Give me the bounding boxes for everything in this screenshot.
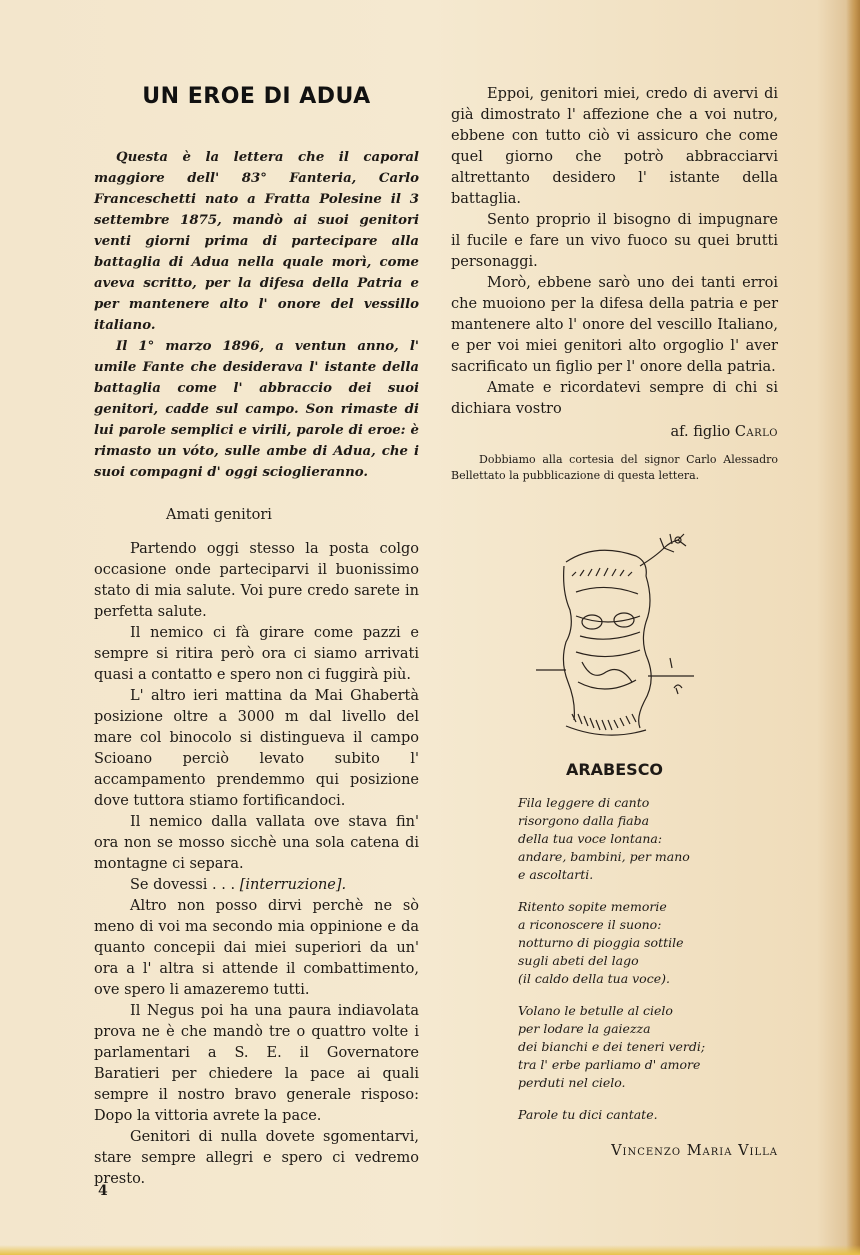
poem-line: tra l' erbe parliamo d' amore — [518, 1057, 701, 1072]
letter-paragraph: Partendo oggi stesso la posta colgo occasione onde parteciparvi il buonissimo stato di mia salute. Voi pure credo sarete in perfetta salute. — [94, 541, 419, 620]
interruption-prefix: Se dovessi . . . — [130, 877, 236, 893]
poem-stanza — [518, 794, 773, 884]
poem-line: a riconoscere il suono: — [518, 917, 662, 932]
letter-paragraph: Morò, ebbene sarò uno dei tanti erroi che muoiono per la difesa della patria e per mantenere alto l' onore del vescillo Italiano, e per voi miei genitori alto orgoglio l' aver sacrificato un figlio per l' onore della patria. — [451, 275, 778, 375]
left-column — [94, 84, 419, 1190]
poem-line: sugli abeti del lago — [518, 953, 639, 968]
letter-paragraph-interruption — [94, 875, 419, 896]
poem-line: risorgono dalla fiaba — [518, 813, 650, 828]
letter-salutation: Amati genitori — [166, 507, 272, 523]
letter-paragraph: L' altro ieri mattina da Mai Ghabertà posizione oltre a 3000 m dal livello del mare col binocolo si distingueva il campo Scioano perciò levato subito l' accampamento prendemmo qui posizione dove tuttora stiamo fortificandoci. — [94, 688, 419, 809]
letter-paragraph: Genitori di nulla dovete sgomentarvi, stare sempre allegri e spero ci vedremo presto. — [94, 1129, 419, 1187]
poem-line: (il caldo della tua voce). — [518, 971, 670, 986]
poem-author: Vincenzo Maria Villa — [611, 1143, 778, 1159]
poem-line: Ritento sopite memorie — [518, 899, 667, 914]
right-column — [451, 84, 778, 484]
publication-note: Dobbiamo alla cortesia del signor Carlo Alessadro Bellettato la pubblicazione di questa lettera. — [451, 453, 778, 482]
article-intro — [94, 147, 419, 483]
poem-line: perduti nel cielo. — [518, 1075, 626, 1090]
arabesque-drawing — [536, 532, 694, 744]
poem-line: della tua voce lontana: — [518, 831, 663, 846]
intro-paragraph: Il 1° marzo 1896, a ventun anno, l' umile Fante che desiderava l' istante della battaglia come l' abbraccio dei suoi genitori, cadde sul campo. Son rimaste di lui parole semplici e virili, parole di eroe: è rimasto un vóto, sulle ambe di Adua, che i suoi compagni d' oggi scioglieranno. — [94, 339, 419, 480]
poem-stanza — [518, 898, 773, 988]
poem-body — [518, 794, 773, 1124]
signature-prefix: af. figlio — [670, 424, 731, 440]
letter-paragraph: Altro non posso dirvi perchè ne sò meno di voi ma secondo mia oppinione e da quanto concepii dai miei superiori da un' ora a l' altra si attende il combattimento, ove spero li amazeremo tutti. — [94, 898, 419, 998]
letter-paragraph: Il Negus poi ha una paura indiavolata prova ne è che mandò tre o quattro volte i parlamentari a S. E. il Governatore Baratieri per chiedere la pace ai quali sempre il nostro bravo generale risposo: Dopo la vittoria avrete la pace. — [94, 1003, 419, 1124]
poem-line: andare, bambini, per mano — [518, 849, 690, 864]
poem-line: notturno di pioggia sottile — [518, 935, 684, 950]
article-title: UN EROE DI ADUA — [142, 84, 371, 109]
poem-closing-line: Parole tu dici cantate. — [518, 1107, 658, 1122]
poem-line: Volano le betulle al cielo — [518, 1003, 673, 1018]
poem-line: Fila leggere di canto — [518, 795, 650, 810]
letter-paragraph: Eppoi, genitori miei, credo di avervi di già dimostrato l' affezione che a voi nutro, ebbene con tutto ciò vi assicuro che come quel giorno che potrò abbracciarvi altrettanto desidero l' istante della battaglia. — [451, 86, 778, 207]
signature-name: Carlo — [734, 424, 778, 440]
page-number: 4 — [98, 1183, 108, 1199]
page-bottom-edge — [0, 1245, 860, 1255]
letter-body-left — [94, 539, 419, 1190]
poem-title: ARABESCO — [565, 760, 664, 779]
letter-body-right — [451, 84, 778, 420]
interruption-marker: [interruzione]. — [239, 877, 347, 893]
letter-paragraph: Il nemico ci fà girare come pazzi e sempre si ritira però ora ci siamo arrivati quasi a contatto e spero non ci fuggirà più. — [94, 625, 419, 683]
poem-line: dei bianchi e dei teneri verdi; — [518, 1039, 706, 1054]
letter-signature — [451, 424, 778, 440]
poem-stanza — [518, 1002, 773, 1092]
page-spine-shadow — [846, 0, 860, 1255]
intro-paragraph: Questa è la lettera che il caporal maggiore dell' 83° Fanteria, Carlo Franceschetti nato a Fratta Polesine il 3 settembre 1875, mandò ai suoi genitori venti giorni prima di partecipare alla battaglia di Adua nella quale morì, come aveva scritto, per la difesa della Patria e per mantenere alto l' onore del vessillo italiano. — [94, 150, 419, 333]
poem-line: per lodare la gaiezza — [518, 1021, 651, 1036]
letter-paragraph: Il nemico dalla vallata ove stava fin' ora non se mosso sicchè una sola catena di montagne ci separa. — [94, 814, 419, 872]
letter-paragraph: Sento proprio il bisogno di impugnare il fucile e fare un vivo fuoco su quei brutti personaggi. — [451, 212, 778, 270]
poem-line: e ascoltarti. — [518, 867, 594, 882]
letter-paragraph: Amate e ricordatevi sempre di chi si dichiara vostro — [451, 380, 778, 417]
